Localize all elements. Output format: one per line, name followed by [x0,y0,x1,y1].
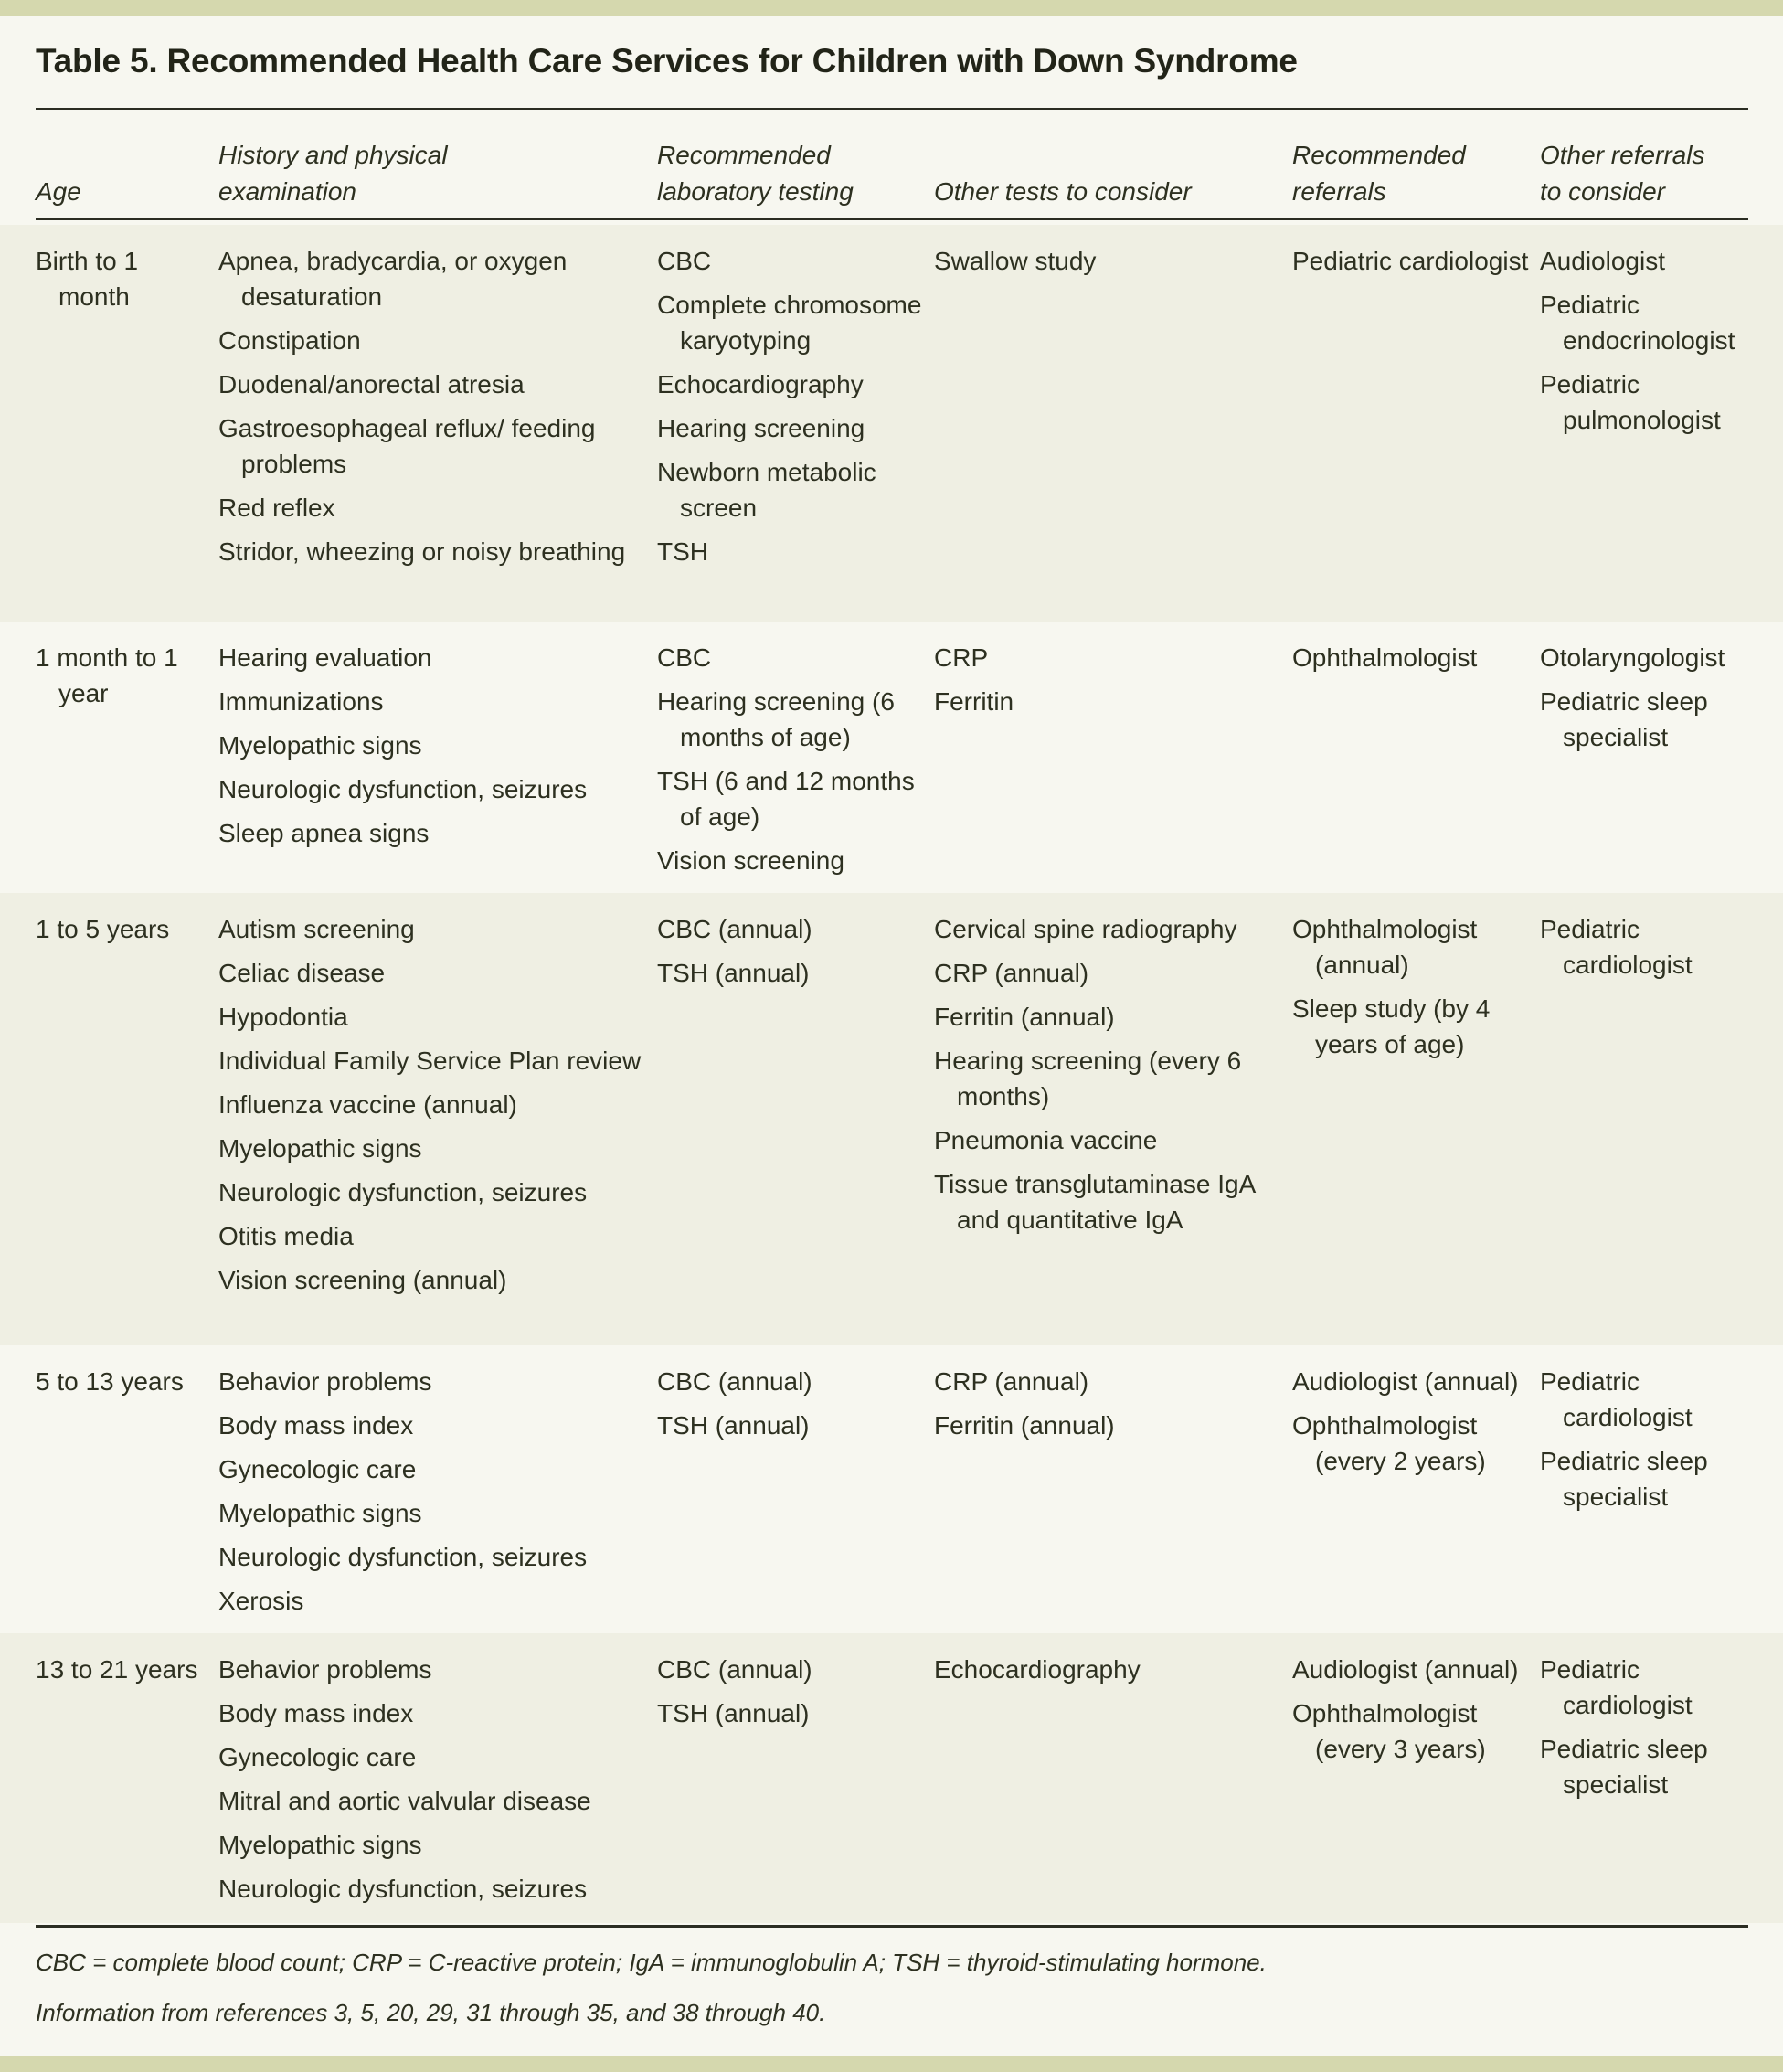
referrals-cell [1292,640,1530,684]
list-item: Ferritin (annual) [934,1411,1115,1440]
other-referrals-cell [1540,243,1759,446]
other-tests-cell [934,243,1281,287]
column-header-line: Age [36,177,81,206]
list-item: Myelopathic signs [218,731,422,760]
column-header [657,137,854,210]
column-header [1292,137,1466,210]
list-item: Influenza vaccine (annual) [218,1090,517,1119]
column-header-line: Recommended [657,141,831,169]
age-label: 5 to 13 years [36,1367,184,1396]
list-item: Ophthalmologist (annual) [1292,915,1478,979]
bottom-rule [36,1925,1748,1928]
referrals-cell [1292,1652,1530,1775]
lab-cell [657,911,922,999]
list-item: Pediatric cardiologist [1540,915,1693,979]
other-referrals-cell [1540,911,1759,991]
column-header-line: referrals [1292,177,1386,206]
other-tests-cell [934,911,1281,1246]
list-item: TSH (annual) [657,1699,810,1727]
lab-cell [657,640,922,887]
list-item: Pediatric pulmonologist [1540,370,1721,434]
other-referrals-cell [1540,1364,1759,1523]
column-header-line: Other tests to consider [934,177,1192,206]
age-label: 13 to 21 years [36,1655,198,1684]
list-item: Body mass index [218,1699,414,1727]
list-item: Myelopathic signs [218,1499,422,1527]
table-title: Table 5. Recommended Health Care Services for Children with Down Syndrome [36,42,1298,80]
list-item: Behavior problems [218,1655,432,1684]
list-item: TSH (annual) [657,959,810,987]
bottom-band [0,2056,1783,2072]
list-item: Myelopathic signs [218,1831,422,1859]
list-item: Pediatric endocrinologist [1540,291,1735,355]
column-header [36,174,81,210]
title-rule [36,108,1748,110]
column-header-line: History and physical [218,141,448,169]
age-cell [36,1652,209,1695]
column-header [218,137,448,210]
list-item: Myelopathic signs [218,1134,422,1163]
list-item: Mitral and aortic valvular disease [218,1787,591,1815]
history-cell [218,243,648,578]
age-cell [36,243,209,323]
lab-cell [657,1652,922,1739]
other-tests-cell [934,1652,1281,1695]
list-item: Vision screening [657,846,844,875]
list-item: Hearing screening (6 months of age) [657,687,895,751]
table-row [0,622,1783,893]
list-item: CRP [934,643,989,672]
list-item: Echocardiography [934,1655,1141,1684]
list-item: Ophthalmologist (every 2 years) [1292,1411,1486,1475]
list-item: Cervical spine radiography [934,915,1237,943]
list-item: Pneumonia vaccine [934,1126,1158,1154]
list-item: CRP (annual) [934,959,1089,987]
history-cell [218,1652,648,1915]
referrals-cell [1292,1364,1530,1487]
age-cell [36,911,209,955]
footnote-references: Information from references 3, 5, 20, 29, 31 through 35, and 38 through 40. [36,1999,826,2026]
list-item: Audiologist (annual) [1292,1367,1519,1396]
list-item: TSH (annual) [657,1411,810,1440]
list-item: Tissue transglutaminase IgA and quantitative IgA [934,1170,1255,1234]
list-item: CBC [657,247,712,275]
list-item: Ferritin [934,687,1014,716]
list-item: Newborn metabolic screen [657,458,876,522]
list-item: Ophthalmologist (every 3 years) [1292,1699,1486,1763]
list-item: Duodenal/anorectal atresia [218,370,525,398]
list-item: CBC (annual) [657,1367,812,1396]
list-item: Celiac disease [218,959,386,987]
list-item: Audiologist [1540,247,1665,275]
table-row [0,893,1783,1345]
list-item: CRP (annual) [934,1367,1089,1396]
history-cell [218,911,648,1306]
list-item: Pediatric cardiologist [1292,247,1529,275]
list-item: Complete chromosome karyotyping [657,291,922,355]
column-header-line: laboratory testing [657,177,854,206]
list-item: Neurologic dysfunction, seizures [218,1178,588,1206]
age-cell [36,640,209,719]
list-item: Sleep apnea signs [218,819,430,847]
list-item: Neurologic dysfunction, seizures [218,1543,588,1571]
table-row [0,1633,1783,1923]
list-item: Pediatric cardiologist [1540,1655,1693,1719]
age-cell [36,1364,209,1408]
column-header [934,174,1192,210]
list-item: Apnea, bradycardia, or oxygen desaturation [218,247,568,311]
age-label: Birth to 1 month [36,247,139,311]
list-item: Red reflex [218,494,335,522]
history-cell [218,1364,648,1627]
column-header [1540,137,1705,210]
column-header-line: Recommended [1292,141,1466,169]
footnote-abbreviations: CBC = complete blood count; CRP = C-reactive protein; IgA = immunoglobulin A; TSH = thyroid-stimulating hormone. [36,1949,1267,1976]
list-item: Pediatric sleep specialist [1540,1447,1708,1511]
referrals-cell [1292,243,1530,287]
table-row [0,1345,1783,1633]
column-header-line: Other referrals [1540,141,1705,169]
list-item: Otolaryngologist [1540,643,1725,672]
list-item: Neurologic dysfunction, seizures [218,1875,588,1903]
list-item: Constipation [218,326,361,355]
list-item: Neurologic dysfunction, seizures [218,775,588,803]
lab-cell [657,243,922,578]
list-item: Sleep study (by 4 years of age) [1292,994,1491,1058]
list-item: Autism screening [218,915,415,943]
referrals-cell [1292,911,1530,1070]
history-cell [218,640,648,859]
list-item: Pediatric sleep specialist [1540,687,1708,751]
other-referrals-cell [1540,1652,1759,1811]
top-band [0,0,1783,16]
list-item: Gynecologic care [218,1455,417,1483]
age-label: 1 to 5 years [36,915,170,943]
other-tests-cell [934,1364,1281,1451]
column-header-line: examination [218,177,356,206]
list-item: Gynecologic care [218,1743,417,1771]
header-rule [36,218,1748,220]
list-item: Ferritin (annual) [934,1003,1115,1031]
list-item: Xerosis [218,1587,304,1615]
list-item: Echocardiography [657,370,864,398]
list-item: Behavior problems [218,1367,432,1396]
list-item: Otitis media [218,1222,354,1250]
list-item: Ophthalmologist [1292,643,1478,672]
other-referrals-cell [1540,640,1759,763]
list-item: Hearing screening (every 6 months) [934,1047,1242,1110]
list-item: Hypodontia [218,1003,348,1031]
list-item: Pediatric sleep specialist [1540,1735,1708,1799]
list-item: CBC [657,643,712,672]
age-label: 1 month to 1 year [36,643,178,707]
list-item: Stridor, wheezing or noisy breathing [218,537,626,566]
list-item: Vision screening (annual) [218,1266,507,1294]
list-item: TSH [657,537,708,566]
lab-cell [657,1364,922,1451]
list-item: Body mass index [218,1411,414,1440]
list-item: Gastroesophageal reflux/ feeding problems [218,414,596,478]
list-item: Hearing evaluation [218,643,432,672]
list-item: CBC (annual) [657,1655,812,1684]
column-header-line: to consider [1540,177,1665,206]
list-item: TSH (6 and 12 months of age) [657,767,915,831]
list-item: Individual Family Service Plan review [218,1047,642,1075]
list-item: CBC (annual) [657,915,812,943]
list-item: Pediatric cardiologist [1540,1367,1693,1431]
list-item: Immunizations [218,687,384,716]
list-item: Audiologist (annual) [1292,1655,1519,1684]
list-item: Hearing screening [657,414,865,442]
list-item: Swallow study [934,247,1097,275]
other-tests-cell [934,640,1281,728]
table-row [0,225,1783,622]
